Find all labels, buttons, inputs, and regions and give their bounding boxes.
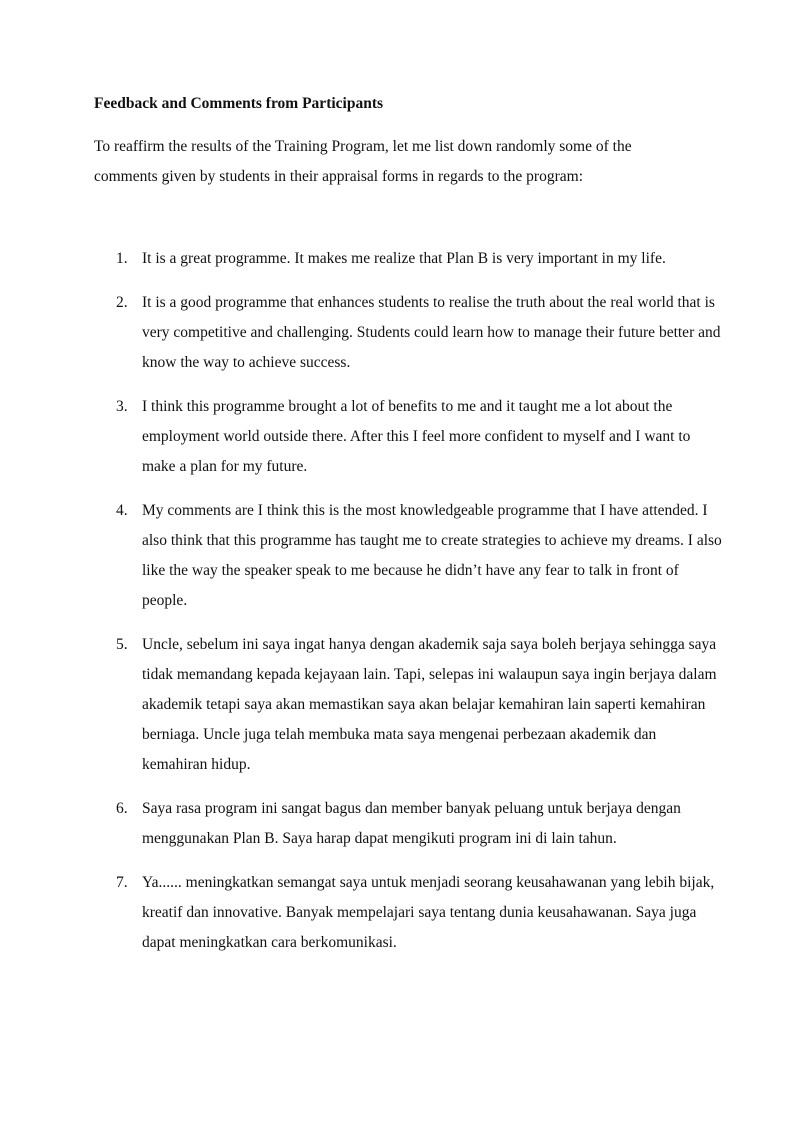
list-item-text: My comments are I think this is the most knowledgeable programme that I have attended. I also think that this programme has taught me to create strategies to achieve my dreams. I also like the way the speaker speak to me because he didn’t have any fear to talk in front of people. [142,502,722,609]
list-item [94,868,722,958]
list-item-text: It is a great programme. It makes me realize that Plan B is very important in my life. [142,250,666,267]
list-item [94,288,722,378]
comments-list [94,244,720,958]
list-item-text: I think this programme brought a lot of benefits to me and it taught me a lot about the employment world outside there. After this I feel more confident to myself and I want to make a plan for my future. [142,398,691,475]
list-item [94,244,722,274]
list-item-number: 7. [116,874,128,891]
list-item [94,496,722,616]
list-item-number: 3. [116,398,128,415]
list-item-number: 1. [116,250,128,267]
intro-paragraph: To reaffirm the results of the Training Program, let me list down randomly some of the comments given by students in their appraisal forms in regards to the program: [94,138,632,185]
list-item-number: 6. [116,800,128,817]
list-item-text: Ya...... meningkatkan semangat saya untuk menjadi seorang keusahawanan yang lebih bijak, kreatif dan innovative. Banyak mempelajari saya tentang dunia keusahawanan. Saya juga dapat meningkatkan cara berkomunikasi. [142,874,715,951]
list-item-number: 2. [116,294,128,311]
list-item [94,794,722,854]
list-item-number: 5. [116,636,128,653]
section-heading: Feedback and Comments from Participants [94,95,384,112]
list-item-text: Saya rasa program ini sangat bagus dan member banyak peluang untuk berjaya dengan menggunakan Plan B. Saya harap dapat mengikuti program ini di lain tahun. [142,800,681,847]
list-item [94,392,722,482]
list-item-text: Uncle, sebelum ini saya ingat hanya dengan akademik saja saya boleh berjaya sehingga saya tidak memandang kepada kejayaan lain. Tapi, selepas ini walaupun saya ingin berjaya dalam akademik tetapi saya akan memastikan saya akan belajar kemahiran lain saperti kemahiran berniaga. Uncle juga telah membuka mata saya mengenai perbezaan akademik dan kemahiran hidup. [142,636,717,773]
list-item-number: 4. [116,502,128,519]
list-item-text: It is a good programme that enhances students to realise the truth about the real world that is very competitive and challenging. Students could learn how to manage their future better and know the way to achieve success. [142,294,721,371]
list-item [94,630,722,780]
